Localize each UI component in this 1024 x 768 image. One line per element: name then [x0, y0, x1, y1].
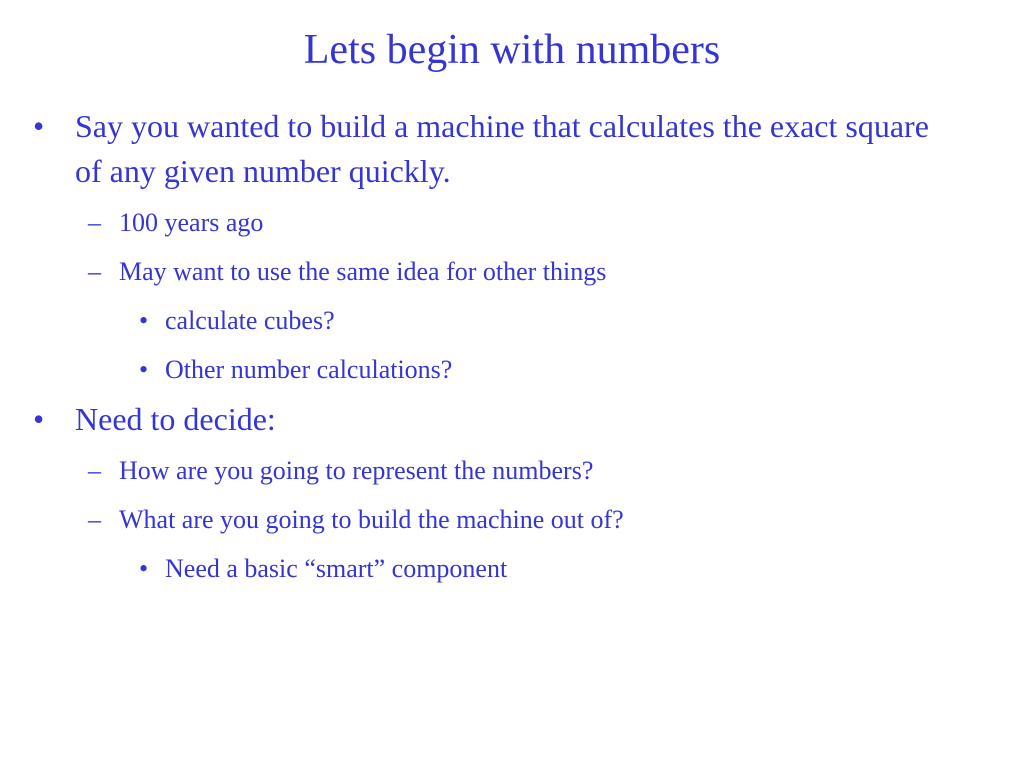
- dash-marker: –: [88, 208, 101, 237]
- sub-sub-bullet-text: Other number calculations?: [165, 355, 453, 384]
- dash-marker: –: [88, 257, 101, 286]
- sub-bullet-text: May want to use the same idea for other things: [119, 257, 607, 286]
- bullet-marker: •: [139, 554, 149, 583]
- bullet-marker: •: [33, 108, 45, 144]
- bullet-item: [0, 104, 955, 194]
- sub-bullet-item: [0, 206, 959, 240]
- sub-sub-bullet-item: [0, 552, 965, 586]
- bullet-marker: •: [139, 355, 149, 384]
- dash-marker: –: [88, 505, 101, 534]
- dash-marker: –: [88, 456, 101, 485]
- sub-bullet-text: 100 years ago: [119, 208, 264, 237]
- sub-sub-bullet-item: [0, 304, 965, 338]
- bullet-item: [0, 397, 955, 442]
- sub-sub-bullet-text: calculate cubes?: [165, 306, 335, 335]
- sub-sub-bullet-text: Need a basic “smart” component: [165, 554, 508, 583]
- sub-bullet-text: How are you going to represent the numbers?: [119, 456, 594, 485]
- bullet-text: Say you wanted to build a machine that calculates the exact square of any given number quickly.: [75, 108, 929, 189]
- bullet-marker: •: [139, 306, 149, 335]
- sub-bullet-item: [0, 255, 959, 289]
- bullet-text: Need to decide:: [75, 401, 276, 437]
- sub-bullet-text: What are you going to build the machine out of?: [119, 505, 624, 534]
- sub-bullet-item: [0, 503, 959, 537]
- bullet-list: [0, 104, 1024, 601]
- sub-sub-bullet-item: [0, 353, 965, 387]
- sub-bullet-item: [0, 454, 959, 488]
- bullet-marker: •: [33, 401, 45, 437]
- slide-title: Lets begin with numbers: [303, 27, 721, 73]
